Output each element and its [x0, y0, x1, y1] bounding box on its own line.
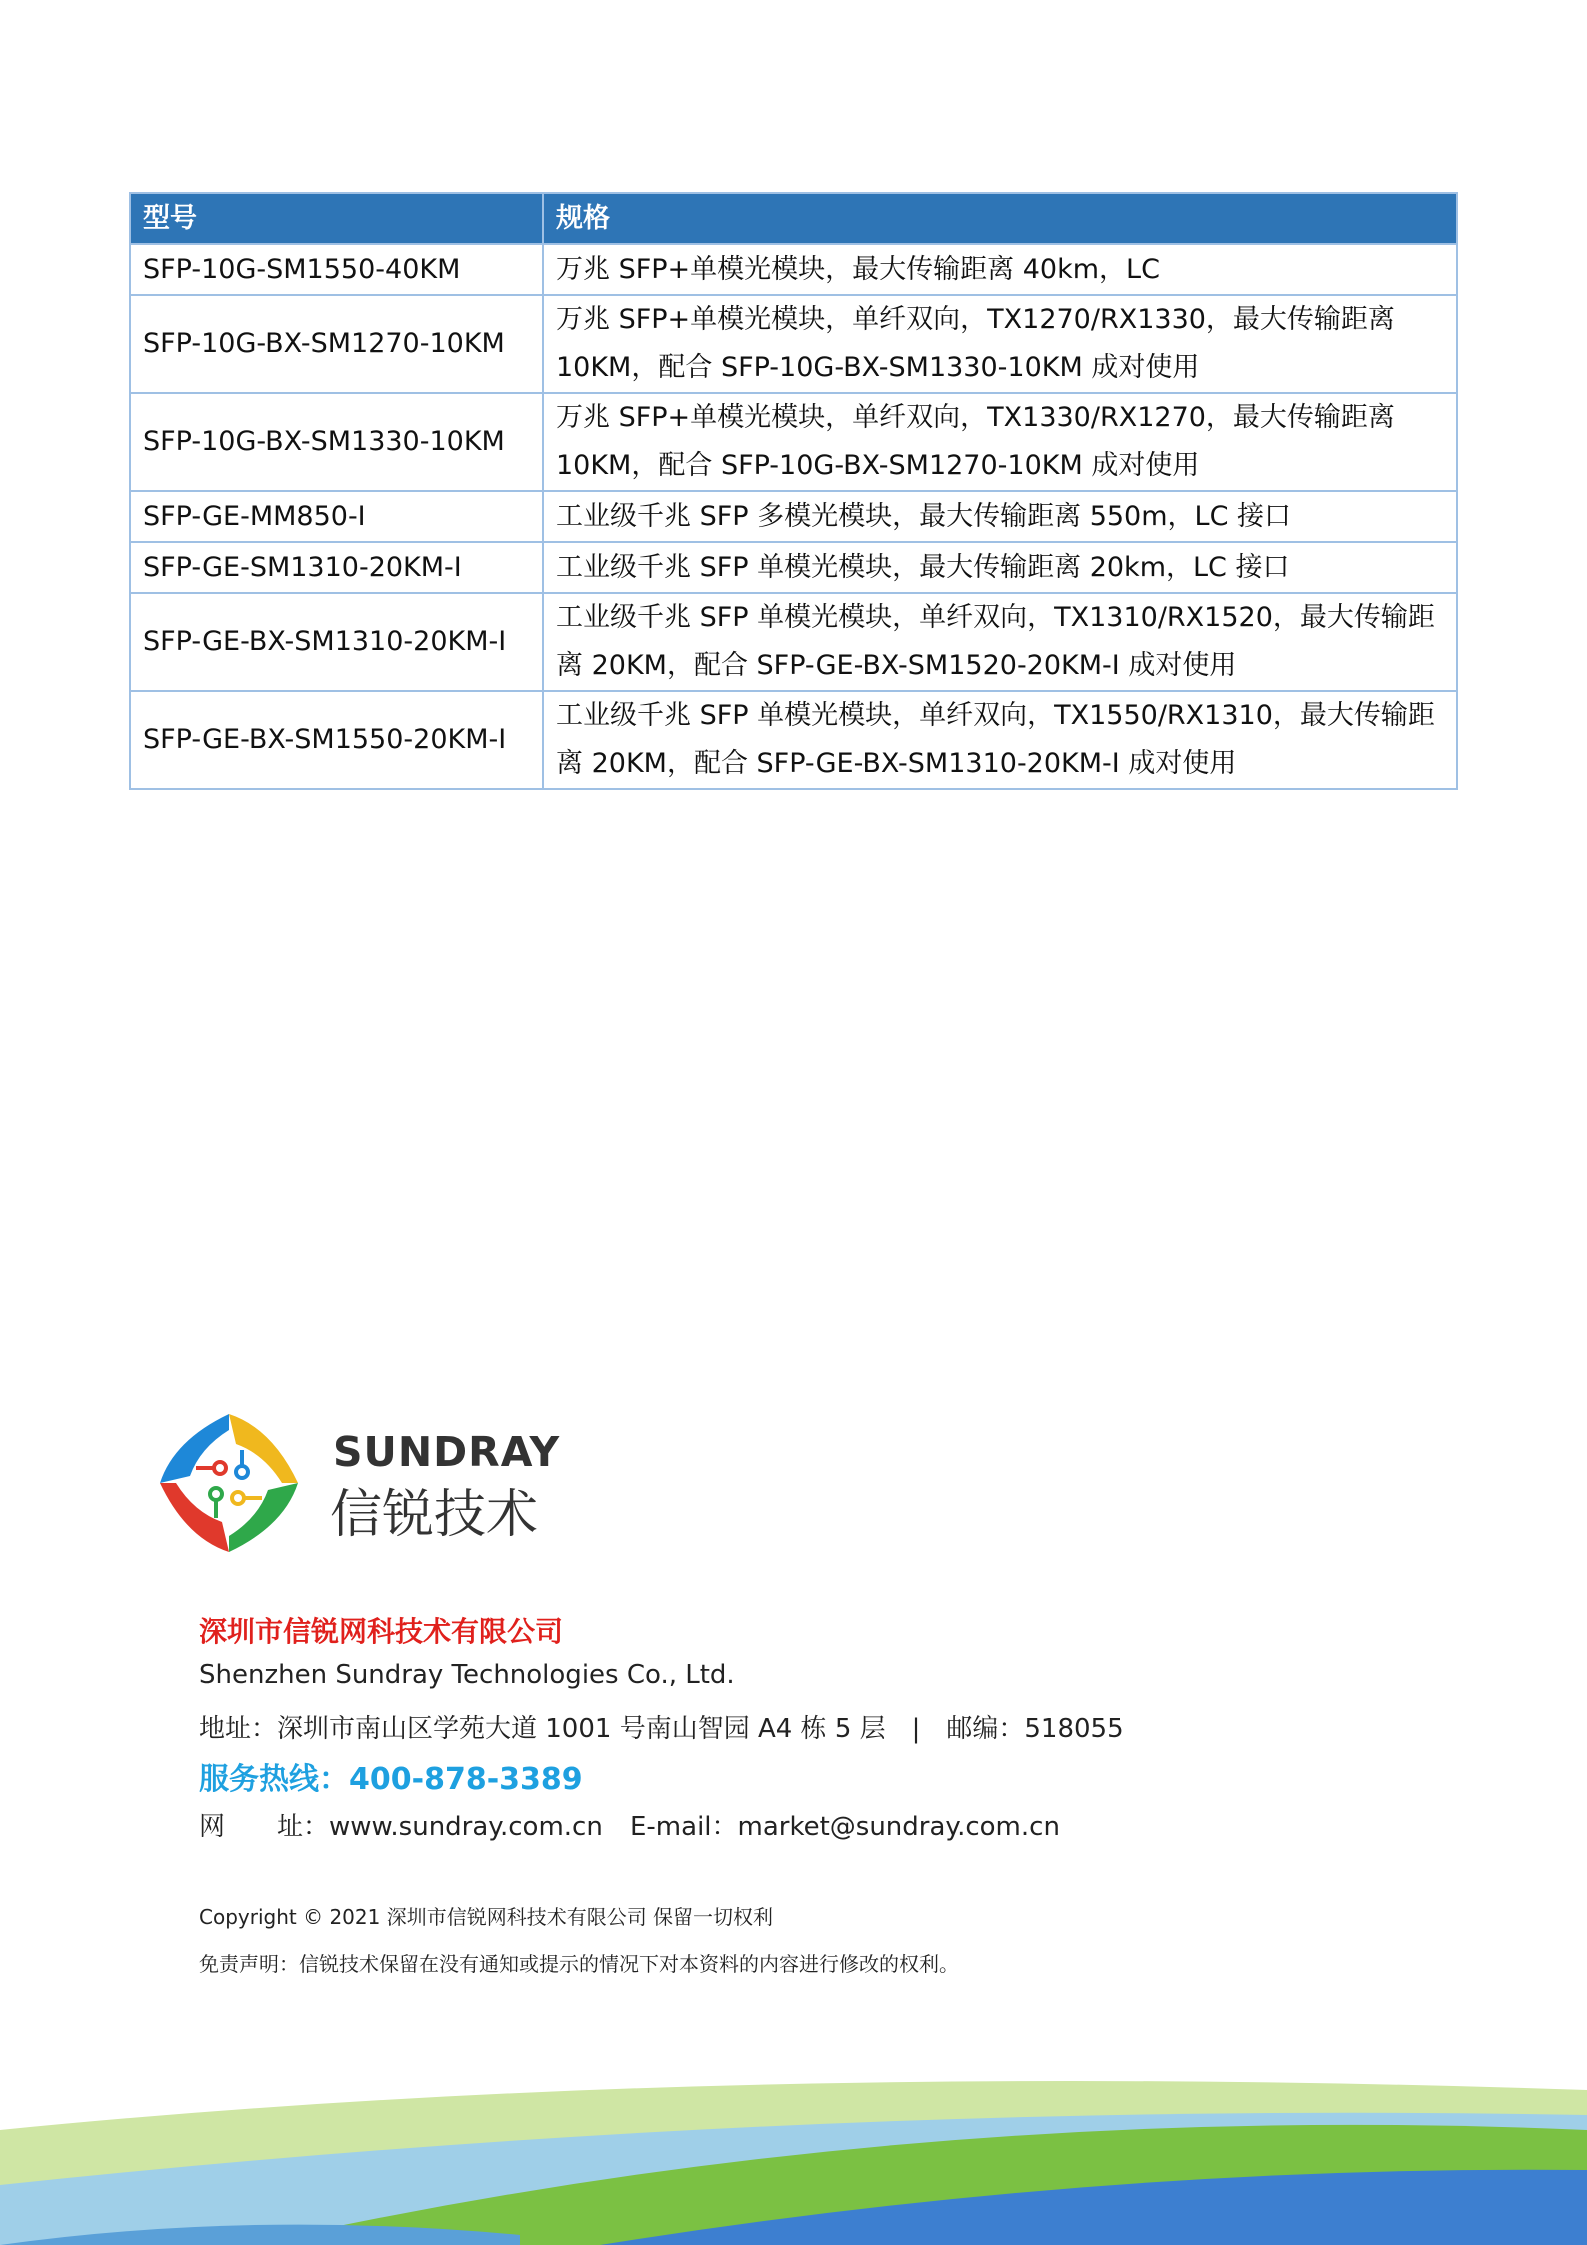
model-cell: SFP-GE-MM850-I	[130, 491, 543, 542]
model-cell: SFP-GE-BX-SM1550-20KM-I	[130, 691, 543, 789]
table-row	[130, 295, 1457, 393]
company-name-en: Shenzhen Sundray Technologies Co., Ltd.	[199, 1660, 735, 1690]
brand-name-en: SUNDRAY	[333, 1428, 561, 1476]
decorative-wave-band	[0, 2060, 1587, 2245]
spec-cell: 万兆 SFP+单模光模块，最大传输距离 40km，LC	[543, 244, 1457, 295]
table-row	[130, 542, 1457, 593]
sundray-logo-icon	[156, 1410, 302, 1556]
spec-cell: 工业级千兆 SFP 单模光模块，单纤双向，TX1550/RX1310，最大传输距离 20KM，配合 SFP-GE-BX-SM1310-20KM-I 成对使用	[543, 691, 1457, 789]
company-address: 地址：深圳市南山区学苑大道 1001 号南山智园 A4 栋 5 层 | 邮编：518055	[199, 1714, 1124, 1744]
table-row	[130, 593, 1457, 691]
table-header-row	[130, 193, 1457, 244]
spec-cell: 工业级千兆 SFP 单模光模块，单纤双向，TX1310/RX1520，最大传输距离 20KM，配合 SFP-GE-BX-SM1520-20KM-I 成对使用	[543, 593, 1457, 691]
product-spec-table	[129, 192, 1458, 790]
model-cell: SFP-GE-BX-SM1310-20KM-I	[130, 593, 543, 691]
column-header-model: 型号	[130, 193, 543, 244]
email-link[interactable]: E-mail：market@sundray.com.cn	[630, 1812, 1060, 1842]
disclaimer-notice: 免责声明：信锐技术保留在没有通知或提示的情况下对本资料的内容进行修改的权利。	[199, 1952, 959, 1976]
service-hotline: 服务热线：400-878-3389	[199, 1762, 583, 1797]
model-cell: SFP-GE-SM1310-20KM-I	[130, 542, 543, 593]
spec-cell: 万兆 SFP+单模光模块，单纤双向，TX1330/RX1270，最大传输距离 10KM，配合 SFP-10G-BX-SM1270-10KM 成对使用	[543, 393, 1457, 491]
column-header-spec: 规格	[543, 193, 1457, 244]
company-name-cn: 深圳市信锐网科技术有限公司	[199, 1615, 564, 1648]
table-row	[130, 393, 1457, 491]
website-link[interactable]: 网 址：www.sundray.com.cn	[199, 1812, 603, 1842]
spec-cell: 万兆 SFP+单模光模块，单纤双向，TX1270/RX1330，最大传输距离 10KM，配合 SFP-10G-BX-SM1330-10KM 成对使用	[543, 295, 1457, 393]
table-row	[130, 691, 1457, 789]
model-cell: SFP-10G-BX-SM1270-10KM	[130, 295, 543, 393]
model-cell: SFP-10G-SM1550-40KM	[130, 244, 543, 295]
spec-cell: 工业级千兆 SFP 单模光模块，最大传输距离 20km，LC 接口	[543, 542, 1457, 593]
table-row	[130, 491, 1457, 542]
brand-name-cn: 信锐技术	[330, 1485, 539, 1545]
spec-cell: 工业级千兆 SFP 多模光模块，最大传输距离 550m，LC 接口	[543, 491, 1457, 542]
model-cell: SFP-10G-BX-SM1330-10KM	[130, 393, 543, 491]
copyright-notice: Copyright © 2021 深圳市信锐网科技术有限公司 保留一切权利	[199, 1905, 774, 1929]
table-row	[130, 244, 1457, 295]
